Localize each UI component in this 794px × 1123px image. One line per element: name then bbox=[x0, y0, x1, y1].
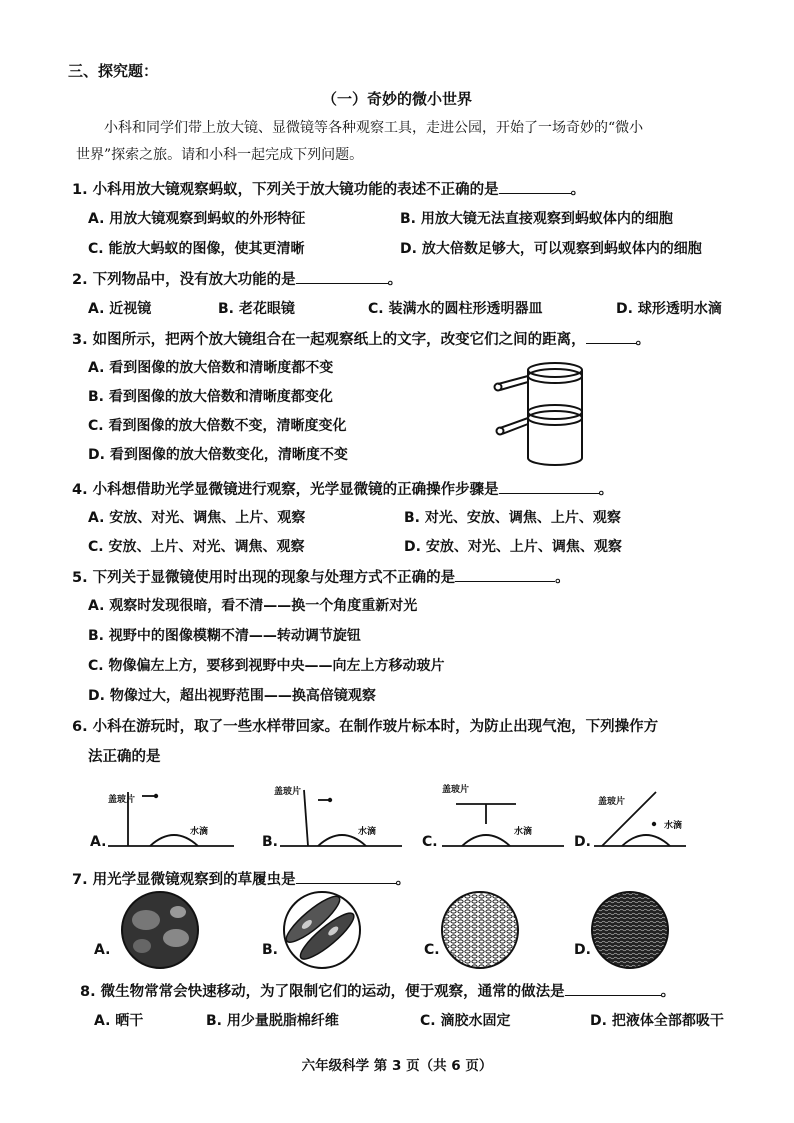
q5-option-d: D. 物像过大，超出视野范围——换高倍镜观察 bbox=[88, 688, 376, 704]
question-1 bbox=[72, 178, 752, 199]
question-8-stem: 8. 微生物常常会快速移动，为了限制它们的运动，便于观察，通常的做法是 bbox=[80, 984, 565, 1000]
question-8-end: 。 bbox=[660, 984, 676, 1000]
coverslip-label-b: 盖玻片 bbox=[274, 787, 302, 797]
q7-option-d: D. bbox=[574, 942, 591, 958]
coverslip-methods-figure bbox=[86, 778, 696, 852]
q6-option-b: B. bbox=[262, 834, 278, 850]
q3-option-a: A. 看到图像的放大倍数和清晰度都不变 bbox=[88, 360, 334, 376]
part-title: （一）奇妙的微小世界 bbox=[321, 90, 472, 108]
question-2-stem: 2. 下列物品中，没有放大功能的是 bbox=[72, 272, 296, 288]
question-3-stem: 3. 如图所示，把两个放大镜组合在一起观察纸上的文字，改变它们之间的距离， bbox=[72, 332, 586, 348]
answer-blank-8[interactable] bbox=[565, 981, 661, 996]
question-1-stem: 1. 小科用放大镜观察蚂蚁，下列关于放大镜功能的表述不正确的是 bbox=[72, 182, 499, 198]
q3-option-d: D. 看到图像的放大倍数变化，清晰度不变 bbox=[88, 447, 348, 463]
q1-option-a: A. 用放大镜观察到蚂蚁的外形特征 bbox=[88, 211, 306, 227]
q8-option-b: B. 用少量脱脂棉纤维 bbox=[206, 1013, 339, 1029]
question-4-end: 。 bbox=[598, 482, 614, 498]
q5-option-c: C. 物像偏左上方，要移到视野中央——向左上方移动玻片 bbox=[88, 658, 445, 674]
upper-handle-end bbox=[495, 384, 502, 391]
q5-option-b: B. 视野中的图像模糊不清——转动调节旋钮 bbox=[88, 628, 361, 644]
answer-blank-1[interactable] bbox=[499, 179, 571, 194]
coverslip-label-a: 盖玻片 bbox=[108, 795, 136, 805]
question-5-stem: 5. 下列关于显微镜使用时出现的现象与处理方式不正确的是 bbox=[72, 570, 456, 586]
question-7-stem: 7. 用光学显微镜观察到的草履虫是 bbox=[72, 872, 296, 888]
question-1-end: 。 bbox=[570, 182, 586, 198]
intro-line-1: 小科和同学们带上放大镜、显微镜等各种观察工具，走进公园，开始了一场奇妙的“微小 bbox=[104, 120, 644, 136]
q7-option-c: C. bbox=[424, 942, 440, 958]
q4-option-c: C. 安放、上片、对光、调焦、观察 bbox=[88, 539, 305, 555]
coverslip-label-d: 盖玻片 bbox=[598, 797, 626, 807]
q2-option-c: C. 装满水的圆柱形透明器皿 bbox=[368, 301, 543, 317]
q6-option-d: D. bbox=[574, 834, 591, 850]
answer-blank-4[interactable] bbox=[499, 479, 599, 494]
question-4-stem: 4. 小科想借助光学显微镜进行观察，光学显微镜的正确操作步骤是 bbox=[72, 482, 499, 498]
q2-option-b: B. 老花眼镜 bbox=[218, 301, 295, 317]
question-6-line-1: 6. 小科在游玩时，取了一些水样带回家。在制作玻片标本时，为防止出现气泡，下列操作方 bbox=[72, 719, 659, 735]
q7-option-b: B. bbox=[262, 942, 278, 958]
drop-label-a: 水滴 bbox=[190, 827, 209, 837]
two-magnifiers-figure bbox=[488, 350, 598, 468]
q1-option-c: C. 能放大蚂蚁的图像，使其更清晰 bbox=[88, 241, 305, 257]
question-8 bbox=[80, 980, 760, 1001]
question-3 bbox=[72, 328, 752, 349]
lower-handle-end bbox=[497, 428, 504, 435]
question-6-line-2: 法正确的是 bbox=[88, 749, 161, 765]
intro-line-2: 世界”探索之旅。请和小科一起完成下列问题。 bbox=[76, 147, 364, 163]
answer-blank-5[interactable] bbox=[455, 567, 555, 582]
question-5 bbox=[72, 566, 752, 587]
question-3-end: 。 bbox=[635, 332, 651, 348]
drop-label-c: 水滴 bbox=[514, 827, 533, 837]
answer-blank-3[interactable] bbox=[586, 329, 636, 344]
drop-label-b: 水滴 bbox=[358, 827, 377, 837]
q3-option-c: C. 看到图像的放大倍数不变，清晰度变化 bbox=[88, 418, 347, 434]
q6-option-c: C. bbox=[422, 834, 438, 850]
q4-option-d: D. 安放、对光、上片、调焦、观察 bbox=[404, 539, 622, 555]
question-7-end: 。 bbox=[395, 872, 411, 888]
q4-option-a: A. 安放、对光、调焦、上片、观察 bbox=[88, 510, 306, 526]
microscope-views-figure bbox=[86, 884, 726, 978]
q1-option-d: D. 放大倍数足够大，可以观察到蚂蚁体内的细胞 bbox=[400, 241, 702, 257]
question-2 bbox=[72, 268, 752, 289]
q8-option-c: C. 滴胶水固定 bbox=[420, 1013, 511, 1029]
drop-label-d: 水滴 bbox=[664, 821, 683, 831]
q1-option-b: B. 用放大镜无法直接观察到蚂蚁体内的细胞 bbox=[400, 211, 673, 227]
question-2-end: 。 bbox=[387, 272, 403, 288]
q2-option-d: D. 球形透明水滴 bbox=[616, 301, 722, 317]
q3-option-b: B. 看到图像的放大倍数和清晰度都变化 bbox=[88, 389, 333, 405]
section-heading: 三、探究题： bbox=[68, 62, 159, 80]
q8-option-d: D. 把液体全部都吸干 bbox=[590, 1013, 724, 1029]
water-drop-c bbox=[462, 835, 510, 846]
answer-blank-7[interactable] bbox=[296, 869, 396, 884]
coverslip-label-c: 盖玻片 bbox=[442, 785, 470, 795]
coverslip-b bbox=[304, 790, 308, 846]
page-footer: 六年级科学 第 3 页（共 6 页） bbox=[301, 1058, 493, 1074]
question-5-end: 。 bbox=[555, 570, 570, 586]
q6-option-a: A. bbox=[90, 834, 107, 850]
question-4 bbox=[72, 478, 752, 499]
q4-option-b: B. 对光、安放、调焦、上片、观察 bbox=[404, 510, 621, 526]
q5-option-a: A. 观察时发现很暗，看不清——换一个角度重新对光 bbox=[88, 598, 418, 614]
answer-blank-2[interactable] bbox=[296, 269, 388, 284]
q2-option-a: A. 近视镜 bbox=[88, 301, 152, 317]
q8-option-a: A. 晒干 bbox=[94, 1013, 144, 1029]
q7-option-a: A. bbox=[94, 942, 111, 958]
water-drop-d bbox=[622, 835, 670, 846]
